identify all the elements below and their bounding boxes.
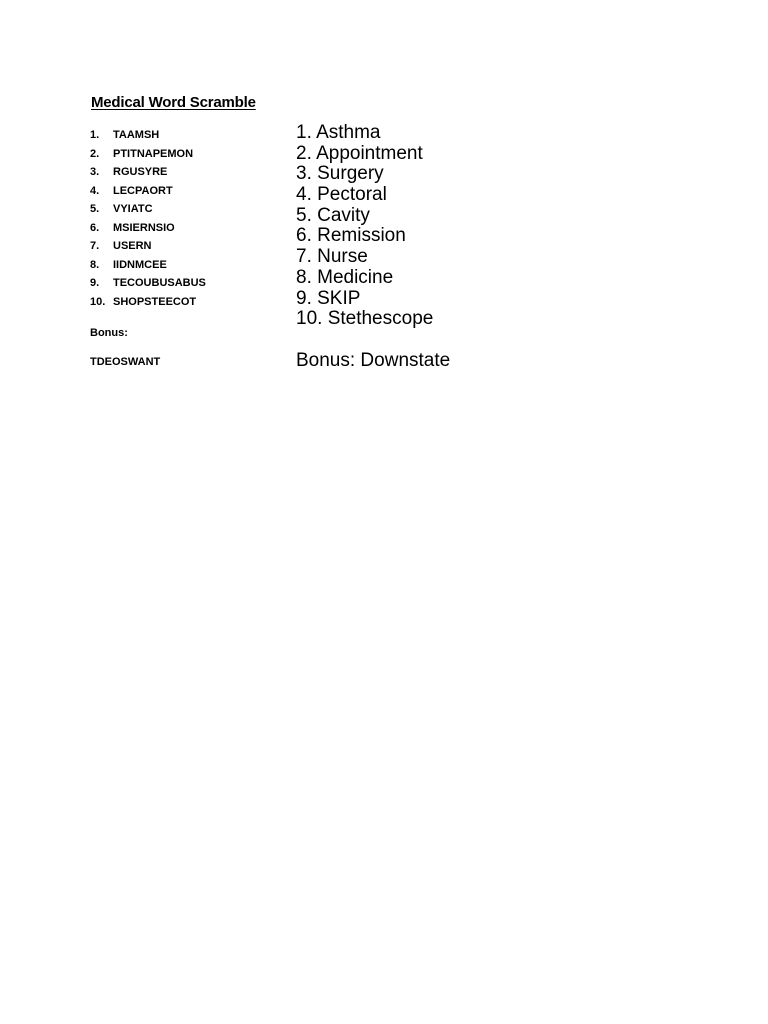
scramble-item [90,221,206,240]
answer-item: 10. Stethescope [296,308,434,330]
scramble-item [90,165,206,184]
scramble-number: 5. [90,203,100,215]
scrambled-word: TECOUBUSABUS [113,277,206,289]
answer-item: 3. Surgery [296,163,384,185]
answer-item: 8. Medicine [296,266,394,288]
scrambled-word: SHOPSTEECOT [113,295,197,308]
scramble-number: 2. [90,147,100,160]
scramble-item [90,258,206,277]
scramble-number: 7. [90,240,100,252]
scramble-number: 4. [90,184,100,197]
scramble-item [90,295,206,314]
scrambled-word: IIDNMCEE [113,258,167,271]
scramble-item [90,276,206,295]
scrambled-word: VYIATC [113,203,153,215]
answer-item: 7. Nurse [296,246,368,268]
answer-item: 4. Pectoral [296,184,387,206]
scramble-item [90,128,206,147]
scramble-number: 3. [90,166,100,178]
scrambled-word: LECPAORT [113,184,173,197]
scramble-item [90,202,206,221]
answer-item: 2. Appointment [296,142,423,164]
bonus-answer: Bonus: Downstate [296,350,451,371]
scrambled-word: RGUSYRE [113,166,168,178]
scramble-number: 10. [90,295,106,308]
page-title: Medical Word Scramble [91,94,256,111]
scrambled-word: PTITNAPEMON [113,147,194,160]
scramble-number: 1. [90,129,100,141]
scramble-number: 8. [90,258,100,271]
answer-item: 9. SKIP [296,287,361,309]
scramble-item [90,239,206,258]
scramble-item [90,184,206,203]
scramble-number: 6. [90,221,100,234]
answer-item: 1. Asthma [296,122,381,143]
bonus-label: Bonus: [90,327,128,339]
scramble-item [90,147,206,166]
bonus-scramble: TDEOSWANT [90,356,161,368]
scramble-list [90,128,206,313]
scramble-number: 9. [90,277,100,289]
scrambled-word: USERN [113,240,152,252]
scrambled-word: MSIERNSIO [113,221,175,234]
answer-list [296,123,433,330]
scrambled-word: TAAMSH [113,129,160,141]
answer-item: 6. Remission [296,225,406,247]
answer-item: 5. Cavity [296,204,370,226]
